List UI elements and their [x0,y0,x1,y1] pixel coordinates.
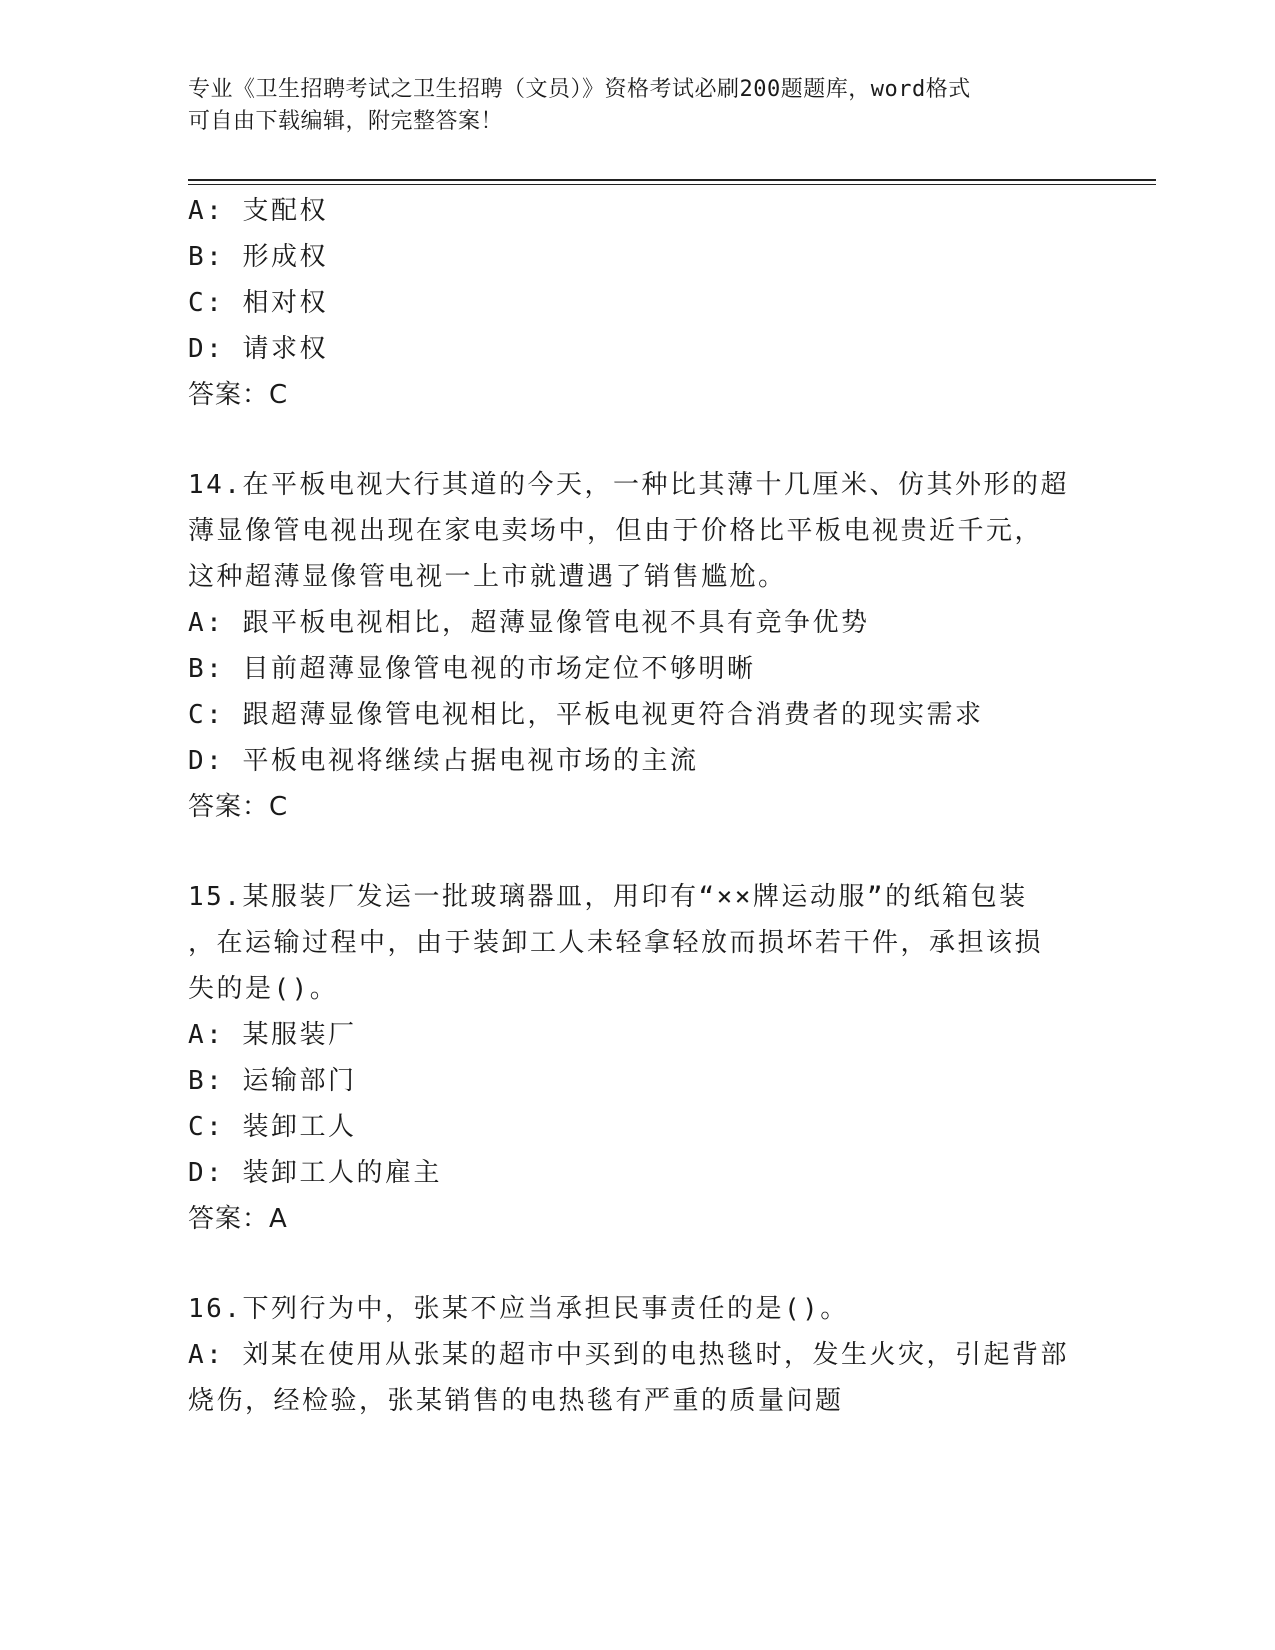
answer-label: 答案：A [188,1204,288,1234]
question-stem-line: 薄显像管电视出现在家电卖场中，但由于价格比平板电视贵近千元， [188,516,1044,546]
question-spacer [188,418,1088,462]
option-c: C: 跟超薄显像管电视相比，平板电视更符合消费者的现实需求 [188,700,984,730]
option-a: A: 某服装厂 [188,1020,357,1050]
question-stem-line: 14.在平板电视大行其道的今天，一种比其薄十几厘米、仿其外形的超 [188,470,1069,500]
header-divider-thin [188,184,1156,185]
question-spacer [188,1242,1088,1286]
option-a: A: 刘某在使用从张某的超市中买到的电热毯时，发生火灾，引起背部 [188,1340,1069,1370]
option-b: B: 目前超薄显像管电视的市场定位不够明晰 [188,654,756,684]
question-16 [188,1286,1088,1424]
question-15 [188,874,1088,1242]
answer-label: 答案：C [188,380,289,410]
option-c: C: 装卸工人 [188,1112,357,1142]
question-stem-line: ，在运输过程中，由于装卸工人未轻拿轻放而损坏若干件，承担该损 [188,928,1044,958]
option-a-continued: 烧伤，经检验，张某销售的电热毯有严重的质量问题 [188,1386,844,1416]
question-spacer [188,830,1088,874]
question-stem-line: 15.某服装厂发运一批玻璃器皿，用印有“××牌运动服”的纸箱包装 [188,882,1028,912]
option-d: D: 装卸工人的雇主 [188,1158,442,1188]
question-stem-line: 16.下列行为中，张某不应当承担民事责任的是()。 [188,1294,849,1324]
question-14 [188,462,1088,830]
option-a: A: 跟平板电视相比，超薄显像管电视不具有竞争优势 [188,608,870,638]
header-line-1: 专业《卫生招聘考试之卫生招聘（文员）》资格考试必刷200题题库，word格式 [188,77,971,102]
question-13 [188,188,1088,418]
answer-label: 答案：C [188,792,289,822]
option-b: B: 运输部门 [188,1066,357,1096]
header-divider-thick [188,179,1156,181]
question-stem-line: 失的是()。 [188,974,339,1004]
header-line-2: 可自由下载编辑，附完整答案！ [188,109,504,134]
option-d: D: 请求权 [188,334,328,364]
option-a: A: 支配权 [188,196,328,226]
option-b: B: 形成权 [188,242,328,272]
option-d: D: 平板电视将继续占据电视市场的主流 [188,746,699,776]
option-c: C: 相对权 [188,288,328,318]
question-list [188,188,1088,1424]
document-header [188,74,1068,138]
question-stem-line: 这种超薄显像管电视一上市就遭遇了销售尴尬。 [188,562,787,592]
